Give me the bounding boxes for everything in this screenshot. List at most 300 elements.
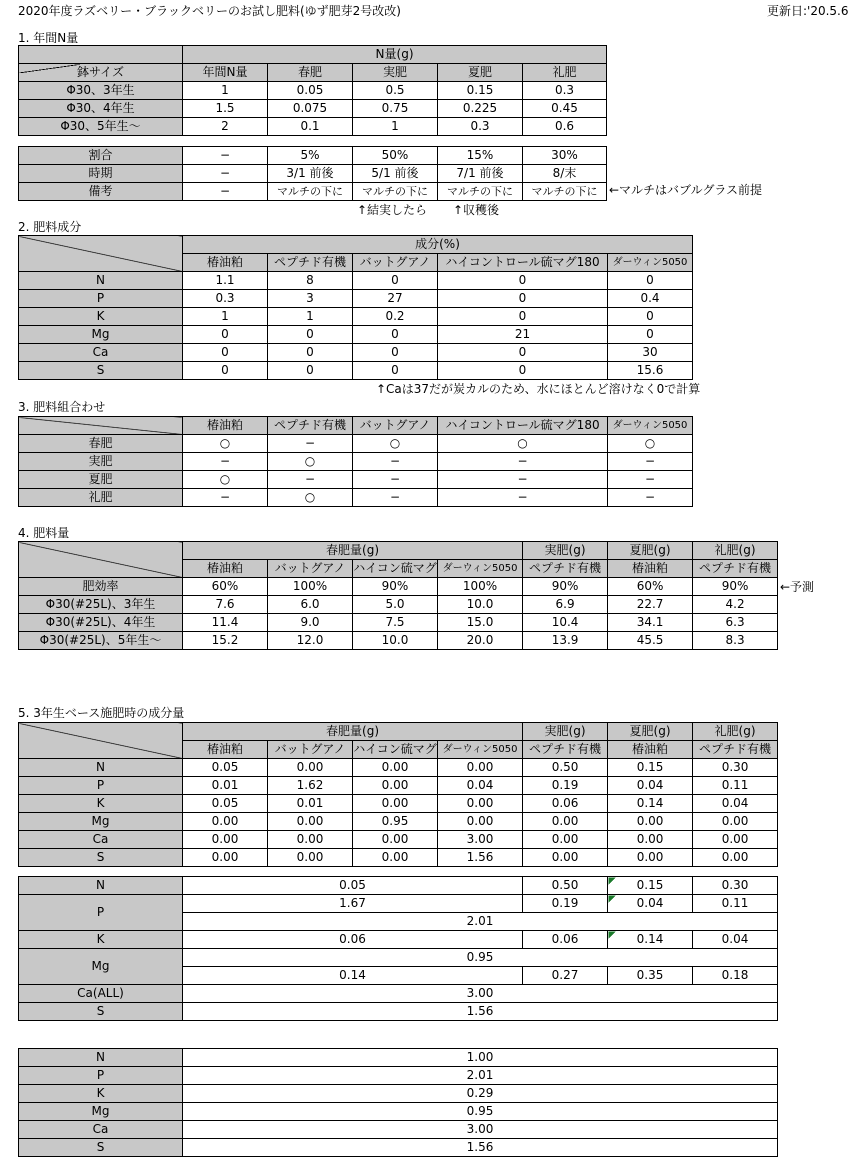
group-header: 礼肥(g) (693, 723, 778, 741)
cell: 1.5 (183, 100, 268, 118)
cell: ○ (608, 435, 693, 453)
table-row (19, 1067, 778, 1085)
cell: ○ (438, 435, 608, 453)
table-row (19, 596, 778, 614)
cell: 0.00 (693, 813, 778, 831)
cell: 0.01 (183, 777, 268, 795)
cell: 0 (608, 272, 693, 290)
cell: − (353, 453, 438, 471)
cell: 30 (608, 344, 693, 362)
cell: マルチの下に (438, 183, 523, 201)
row-label: N (19, 1049, 183, 1067)
cell: 0.3 (183, 290, 268, 308)
col-header: 年間N量 (183, 64, 268, 82)
section-4-heading: 4. 肥料量 (18, 526, 70, 540)
cell: 0.30 (693, 759, 778, 777)
row-label: N (19, 877, 183, 895)
corner-cell (19, 417, 183, 435)
cell: 0.19 (523, 777, 608, 795)
cell: 0.06 (183, 931, 523, 949)
cell: 30% (523, 147, 607, 165)
cell: 0.00 (693, 849, 778, 867)
row-label: S (19, 1003, 183, 1021)
corner-cell (19, 542, 183, 578)
cell: 3.00 (183, 1121, 778, 1139)
row-label: Φ30(#25L)、3年生 (19, 596, 183, 614)
cell: 8/末 (523, 165, 607, 183)
cell: 22.7 (608, 596, 693, 614)
table-row (19, 1049, 778, 1067)
cell: 2 (183, 118, 268, 136)
harvest-note: ↑収穫後 (453, 203, 500, 217)
schedule-table (18, 146, 607, 201)
col-header: ペプチド有機 (693, 741, 778, 759)
row-label: Ca (19, 344, 183, 362)
corner-cell (19, 236, 183, 272)
cell: − (268, 435, 353, 453)
cell: 0.04 (608, 777, 693, 795)
col-header: 春肥 (268, 64, 353, 82)
cell: 0.00 (523, 813, 608, 831)
col-header: 椿油粕 (183, 741, 268, 759)
table-row (19, 453, 693, 471)
row-label: Φ30(#25L)、5年生〜 (19, 632, 183, 650)
cell: 0.15 (438, 82, 523, 100)
cell: 7.5 (353, 614, 438, 632)
cell: 0.04 (438, 777, 523, 795)
row-header-label: 鉢サイズ (19, 64, 183, 82)
cell: 11.4 (183, 614, 268, 632)
row-label: Φ30、4年生 (19, 100, 183, 118)
cell: 0.19 (523, 895, 608, 913)
cell: − (183, 147, 268, 165)
cell: 0.00 (353, 777, 438, 795)
table-row (19, 471, 693, 489)
cell: 0 (353, 326, 438, 344)
cell: ○ (183, 471, 268, 489)
cell: ○ (268, 489, 353, 507)
col-header: 椿油粕 (183, 560, 268, 578)
table-row (19, 82, 607, 100)
col-header: ダーウィン5050 (608, 417, 693, 435)
cell: ○ (353, 435, 438, 453)
table-row (19, 290, 693, 308)
cell: 0.06 (523, 931, 608, 949)
cell: 0 (438, 290, 608, 308)
cell: 0.2 (353, 308, 438, 326)
cell: 0 (183, 326, 268, 344)
cell: 5% (268, 147, 353, 165)
cell: 0.11 (693, 777, 778, 795)
cell: 0.11 (693, 895, 778, 913)
cell: − (183, 183, 268, 201)
col-header: ハイコントロール硫マグ180 (438, 254, 608, 272)
cell: 0.5 (353, 82, 438, 100)
col-header: バットグアノ (268, 560, 353, 578)
cell: マルチの下に (353, 183, 438, 201)
cell: 0.00 (438, 813, 523, 831)
col-header: ペプチド有機 (268, 254, 353, 272)
cell: 10.0 (438, 596, 523, 614)
col-header: 椿油粕 (183, 254, 268, 272)
col-header: 椿油粕 (608, 560, 693, 578)
cell: 0.00 (268, 813, 353, 831)
cell: 0.14 (608, 795, 693, 813)
col-header: ダーウィン5050 (608, 254, 693, 272)
cell: 2.01 (183, 1067, 778, 1085)
cell: 0.06 (523, 795, 608, 813)
cell: 8.3 (693, 632, 778, 650)
col-header: バットグアノ (353, 254, 438, 272)
corner-cell (19, 723, 183, 759)
table-row (19, 578, 778, 596)
cell: 0.00 (608, 813, 693, 831)
cell: 0.95 (183, 1103, 778, 1121)
cell: 0 (438, 272, 608, 290)
cell: 0.3 (523, 82, 607, 100)
row-label: Mg (19, 813, 183, 831)
row-label: N (19, 272, 183, 290)
table-row (19, 147, 607, 165)
cell: 3.00 (438, 831, 523, 849)
row-label: Ca(ALL) (19, 985, 183, 1003)
cell: 7/1 前後 (438, 165, 523, 183)
row-label: Φ30、5年生〜 (19, 118, 183, 136)
updated-date: 更新日:'20.5.6 (767, 4, 849, 18)
cell: 0.45 (523, 100, 607, 118)
cell: 1.67 (183, 895, 523, 913)
cell: 90% (523, 578, 608, 596)
table-row (19, 985, 778, 1003)
cell: 0 (268, 362, 353, 380)
row-label: 実肥 (19, 453, 183, 471)
row-label: Mg (19, 949, 183, 985)
cell: マルチの下に (268, 183, 353, 201)
cell: 3 (268, 290, 353, 308)
cell: 21 (438, 326, 608, 344)
cell: 45.5 (608, 632, 693, 650)
row-label: 時期 (19, 165, 183, 183)
cell: 0.05 (183, 759, 268, 777)
cell: 0 (183, 362, 268, 380)
cell: − (353, 489, 438, 507)
cell: 1.56 (438, 849, 523, 867)
group-header: 実肥(g) (523, 723, 608, 741)
forecast-note: ←予測 (780, 580, 815, 594)
row-label: K (19, 795, 183, 813)
cell: ○ (268, 453, 353, 471)
cell: − (608, 471, 693, 489)
table-row (19, 326, 693, 344)
cell: 0.14 (183, 967, 523, 985)
table-row (19, 632, 778, 650)
cell: 0.04 (693, 795, 778, 813)
group-header: 春肥量(g) (183, 542, 523, 560)
cell: 0.00 (268, 759, 353, 777)
cell: − (608, 453, 693, 471)
cell: 1.56 (183, 1139, 778, 1157)
cell: − (608, 489, 693, 507)
cell: 0.14 (608, 931, 693, 949)
cell: 0.30 (693, 877, 778, 895)
row-label: 割合 (19, 147, 183, 165)
table-row (19, 949, 778, 967)
cell: 0.1 (268, 118, 353, 136)
cell: 60% (183, 578, 268, 596)
row-label: K (19, 931, 183, 949)
cell: 0.95 (353, 813, 438, 831)
table-row (19, 1121, 778, 1139)
cell: 0.95 (183, 949, 778, 967)
table-row (19, 1139, 778, 1157)
annual-n-table (18, 45, 607, 136)
col-header: ダーウィン5050 (438, 560, 523, 578)
table-row (19, 362, 693, 380)
table-row (19, 831, 778, 849)
cell: 0.00 (183, 831, 268, 849)
cell: − (183, 453, 268, 471)
cell: 0.35 (608, 967, 693, 985)
cell: 0.00 (268, 849, 353, 867)
cell: 12.0 (268, 632, 353, 650)
cell: 0.3 (438, 118, 523, 136)
cell: 6.0 (268, 596, 353, 614)
table-row (19, 308, 693, 326)
cell: 0 (268, 344, 353, 362)
cell: 9.0 (268, 614, 353, 632)
row-label: K (19, 1085, 183, 1103)
cell: 0.00 (438, 759, 523, 777)
cell: 0.18 (693, 967, 778, 985)
cell: 3.00 (183, 985, 778, 1003)
cell: 0.00 (438, 795, 523, 813)
cell: 2.01 (183, 913, 778, 931)
cell: 15.6 (608, 362, 693, 380)
col-header: ハイコントロール硫マグ180 (438, 417, 608, 435)
cell: 0.04 (693, 931, 778, 949)
row-label: Φ30(#25L)、4年生 (19, 614, 183, 632)
table-row (19, 795, 778, 813)
cell: 0.00 (183, 813, 268, 831)
cell: 90% (693, 578, 778, 596)
cell: − (183, 165, 268, 183)
cell: 0 (438, 344, 608, 362)
table-row (19, 813, 778, 831)
fertilizer-amount-table (18, 541, 778, 650)
cell: 0.75 (353, 100, 438, 118)
cell: 0.15 (608, 877, 693, 895)
group-header: 実肥(g) (523, 542, 608, 560)
row-label: P (19, 1067, 183, 1085)
fruiting-note: ↑結実したら (357, 203, 428, 217)
document-title: 2020年度ラズベリー・ブラックベリーのお試し肥料(ゆず肥芽2号改改) (18, 4, 401, 18)
cell: 1 (268, 308, 353, 326)
cell: 27 (353, 290, 438, 308)
cell: 0 (353, 362, 438, 380)
cell: 1 (183, 82, 268, 100)
cell: 0.225 (438, 100, 523, 118)
cell: 5.0 (353, 596, 438, 614)
cell: 0.00 (353, 849, 438, 867)
row-label: P (19, 777, 183, 795)
table-row (19, 183, 607, 201)
cell: 0 (268, 326, 353, 344)
group-header: 春肥量(g) (183, 723, 523, 741)
cell: マルチの下に (523, 183, 607, 201)
cell: 7.6 (183, 596, 268, 614)
table-row (19, 614, 778, 632)
mulch-note: ←マルチはバブルグラス前提 (609, 183, 762, 197)
row-label: 夏肥 (19, 471, 183, 489)
cell: 0.05 (268, 82, 353, 100)
table-row (19, 849, 778, 867)
col-header: ペプチド有機 (523, 741, 608, 759)
cell: 0.00 (353, 759, 438, 777)
n-amount-group-header: N量(g) (183, 46, 607, 64)
cell: 100% (268, 578, 353, 596)
cell: 0.15 (608, 759, 693, 777)
col-header: 夏肥 (438, 64, 523, 82)
cell: 0.00 (693, 831, 778, 849)
cell: 1.1 (183, 272, 268, 290)
group-header: 礼肥(g) (693, 542, 778, 560)
row-label: S (19, 849, 183, 867)
cell: 3/1 前後 (268, 165, 353, 183)
cell: 6.3 (693, 614, 778, 632)
cell: 0.00 (523, 849, 608, 867)
cell: 0.29 (183, 1085, 778, 1103)
table-row (19, 895, 778, 913)
table-row (19, 272, 693, 290)
row-label: 礼肥 (19, 489, 183, 507)
row-label: 備考 (19, 183, 183, 201)
table-row (19, 877, 778, 895)
col-header: ハイコン硫マグ (353, 560, 438, 578)
table-row (19, 777, 778, 795)
cell: 0.27 (523, 967, 608, 985)
row-label: 肥効率 (19, 578, 183, 596)
col-header: 椿油粕 (183, 417, 268, 435)
cell: 20.0 (438, 632, 523, 650)
cell: 0 (353, 344, 438, 362)
cell: 0.50 (523, 877, 608, 895)
table-row (19, 759, 778, 777)
cell: 0 (438, 308, 608, 326)
cell: 1 (353, 118, 438, 136)
row-label: N (19, 759, 183, 777)
cell: 1.56 (183, 1003, 778, 1021)
table-row (19, 1085, 778, 1103)
calcium-note: ↑Caは37だが炭カルのため、水にほとんど溶けなく0で計算 (376, 382, 701, 396)
cell: 15.2 (183, 632, 268, 650)
cell: 4.2 (693, 596, 778, 614)
table-row (19, 118, 607, 136)
col-header: ペプチド有機 (268, 417, 353, 435)
row-label: P (19, 290, 183, 308)
table-row (19, 344, 693, 362)
col-header: ペプチド有機 (693, 560, 778, 578)
fertilizer-composition-table (18, 235, 693, 380)
cell: − (438, 471, 608, 489)
component-amount-table (18, 722, 778, 867)
combination-table (18, 416, 693, 507)
group-header: 夏肥(g) (608, 542, 693, 560)
component-total-table (18, 1048, 778, 1157)
cell: 1 (183, 308, 268, 326)
cell: 10.0 (353, 632, 438, 650)
cell: 0.075 (268, 100, 353, 118)
cell: − (183, 489, 268, 507)
row-label: Ca (19, 1121, 183, 1139)
cell: − (438, 489, 608, 507)
cell: 0.05 (183, 795, 268, 813)
cell: 0.00 (353, 831, 438, 849)
cell: 0.00 (353, 795, 438, 813)
col-header: バットグアノ (353, 417, 438, 435)
cell: 1.62 (268, 777, 353, 795)
row-label: Ca (19, 831, 183, 849)
cell: 0.6 (523, 118, 607, 136)
composition-group-header: 成分(%) (183, 236, 693, 254)
cell: 0 (183, 344, 268, 362)
cell: 0.00 (608, 831, 693, 849)
cell: 100% (438, 578, 523, 596)
cell: 0.00 (268, 831, 353, 849)
table-row (19, 931, 778, 949)
cell: 15% (438, 147, 523, 165)
cell: 0.50 (523, 759, 608, 777)
section-3-heading: 3. 肥料組合わせ (18, 400, 106, 414)
section-1-heading: 1. 年間N量 (18, 31, 79, 45)
table-row (19, 100, 607, 118)
table-row (19, 489, 693, 507)
table-row (19, 435, 693, 453)
cell: 0.05 (183, 877, 523, 895)
cell: − (268, 471, 353, 489)
row-label: P (19, 895, 183, 931)
cell: 0.4 (608, 290, 693, 308)
component-summary-table (18, 876, 778, 1021)
row-label: S (19, 1139, 183, 1157)
cell: ○ (183, 435, 268, 453)
cell: 60% (608, 578, 693, 596)
cell: 5/1 前後 (353, 165, 438, 183)
section-2-heading: 2. 肥料成分 (18, 220, 82, 234)
cell: 0 (608, 308, 693, 326)
cell: 50% (353, 147, 438, 165)
section-5-heading: 5. 3年生ベース施肥時の成分量 (18, 706, 185, 720)
cell: 90% (353, 578, 438, 596)
row-label: 春肥 (19, 435, 183, 453)
cell: 8 (268, 272, 353, 290)
cell: − (438, 453, 608, 471)
cell: 1.00 (183, 1049, 778, 1067)
col-header: 実肥 (353, 64, 438, 82)
cell: 0.00 (183, 849, 268, 867)
col-header: バットグアノ (268, 741, 353, 759)
group-header: 夏肥(g) (608, 723, 693, 741)
cell: 0.00 (608, 849, 693, 867)
cell: 0.00 (523, 831, 608, 849)
cell: 0 (608, 326, 693, 344)
col-header: ペプチド有機 (523, 560, 608, 578)
col-header: 礼肥 (523, 64, 607, 82)
cell: 0 (353, 272, 438, 290)
col-header: ダーウィン5050 (438, 741, 523, 759)
cell: 34.1 (608, 614, 693, 632)
cell: 0.01 (268, 795, 353, 813)
table-row (19, 1003, 778, 1021)
